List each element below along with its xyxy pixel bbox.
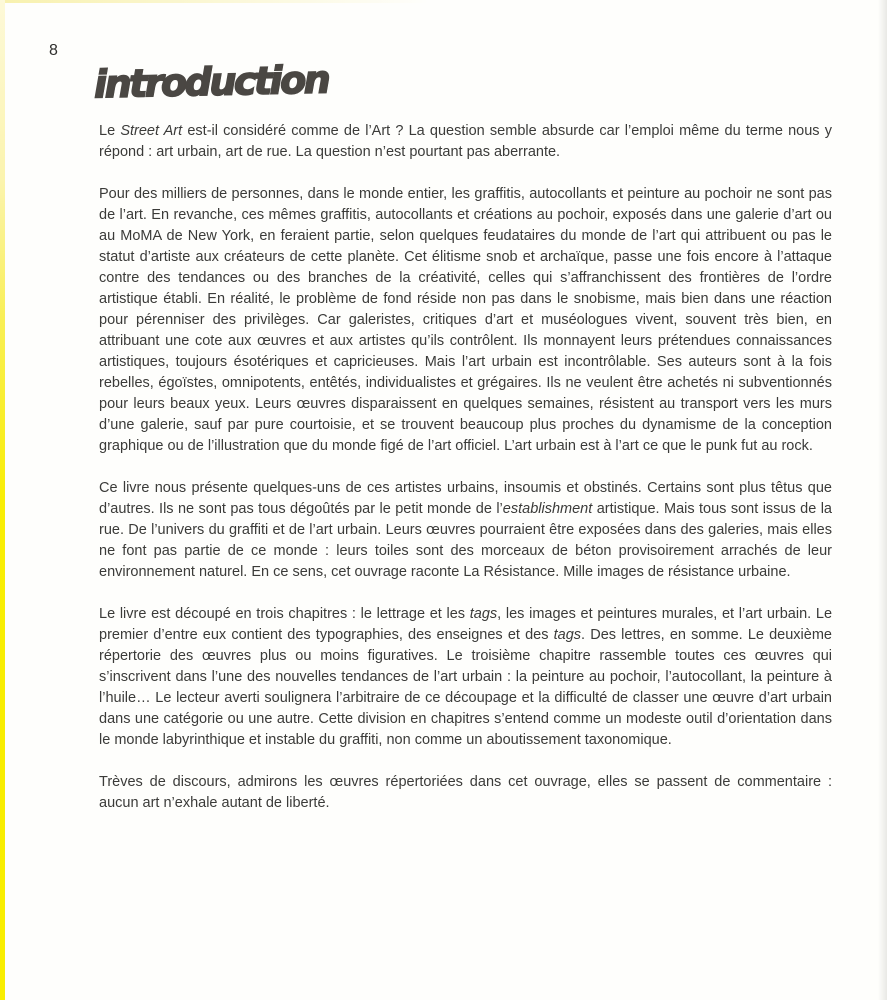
page-edge-right — [878, 0, 887, 1000]
chapter-title: introduction — [93, 57, 329, 107]
paragraph: Pour des milliers de personnes, dans le monde entier, les graffitis, autocollants et peinture au pochoir ne sont pas de l’art. En revanche, ces mêmes graffitis, autocollants et créations au pochoir, exposés dans une galerie d’art ou au MoMA de New York, en feraient partie, selon quelques feudataires du monde de l’art qui attribuent ou pas le statut d’artiste aux créateurs de cette planète. Cet élitisme snob et archaïque, passe une fois encore à l’attaque contre des tendances ou des branches de la créativité, celles qui s’affranchissent des frontières de l’ordre artistique établi. En réalité, le problème de fond réside non pas dans le snobisme, mais bien dans une réaction pour pérenniser des privilèges. Car galeristes, critiques d’art et muséologues vivent, souvent très bien, en attribuant une cote aux œuvres et aux artistes qu’ils contrôlent. Ils monnayent leurs prétendues connaissances artistiques, toujours ésotériques et capricieuses. Mais l’art urbain est incontrôlable. Ses auteurs sont à la fois rebelles, égoïstes, omnipotents, entêtés, individualistes et grégaires. Ils ne veulent être achetés ni subventionnés pour leurs beaux yeux. Leurs œuvres disparaissent en quelques semaines, résistent au transport vers les murs d’une galerie, sauf par pure courtoisie, et se trouvent beaucoup plus proches du dynamisme de la conception graphique ou de l’illustration que du monde figé de l’art officiel. L’art urbain est à l’art ce que le punk fut au rock. — [99, 186, 832, 454]
page-edge-top — [0, 0, 430, 3]
paragraph: Le Street Art est-il considéré comme de l’Art ? La question semble absurde car l’emploi même du terme nous y répond : art urbain, art de rue. La question n’est pourtant pas aberrante. — [99, 123, 832, 160]
paragraph: Trèves de discours, admirons les œuvres répertoriées dans cet ouvrage, elles se passent de commentaire : aucun art n’exhale autant de liberté. — [99, 774, 832, 811]
paragraph: Le livre est découpé en trois chapitres : le lettrage et les tags, les images et peintures murales, et l’art urbain. Le premier d’entre eux contient des typographies, des enseignes et des tags. Des lettres, en somme. Le deuxième répertorie des œuvres plus ou moins figuratives. Le troisième chapitre rassemble toutes ces œuvres qui s’inscrivent dans l’une des nouvelles tendances de l’art urbain : la peinture au pochoir, l’autocollant, la peinture à l’huile… Le lecteur averti soulignera l’arbitraire de ce découpage et la difficulté de classer une œuvre d’art urbain dans une catégorie ou une autre. Cette division en chapitres s’entend comme un modeste outil d’orientation dans le monde labyrinthique et instable du graffiti, non comme un aboutissement taxonomique. — [99, 606, 833, 748]
page-edge-yellow — [0, 0, 5, 1000]
body-text — [99, 121, 832, 835]
paragraph: Ce livre nous présente quelques-uns de ces artistes urbains, insoumis et obstinés. Certains sont plus têtus que d’autres. Ils ne sont pas tous dégoûtés par le petit monde de l’establishment artistique. Mais tous sont issus de la rue. De l’univers du graffiti et de l’art urbain. Leurs œuvres pourraient être exposées dans des galeries, mais elles ne font pas partie de ce monde : leurs toiles sont des morceaux de béton provisoirement arrachés de leur environnement naturel. En ce sens, cet ouvrage raconte La Résistance. Mille images de résistance urbaine. — [99, 480, 832, 580]
page-number: 8 — [49, 42, 59, 59]
